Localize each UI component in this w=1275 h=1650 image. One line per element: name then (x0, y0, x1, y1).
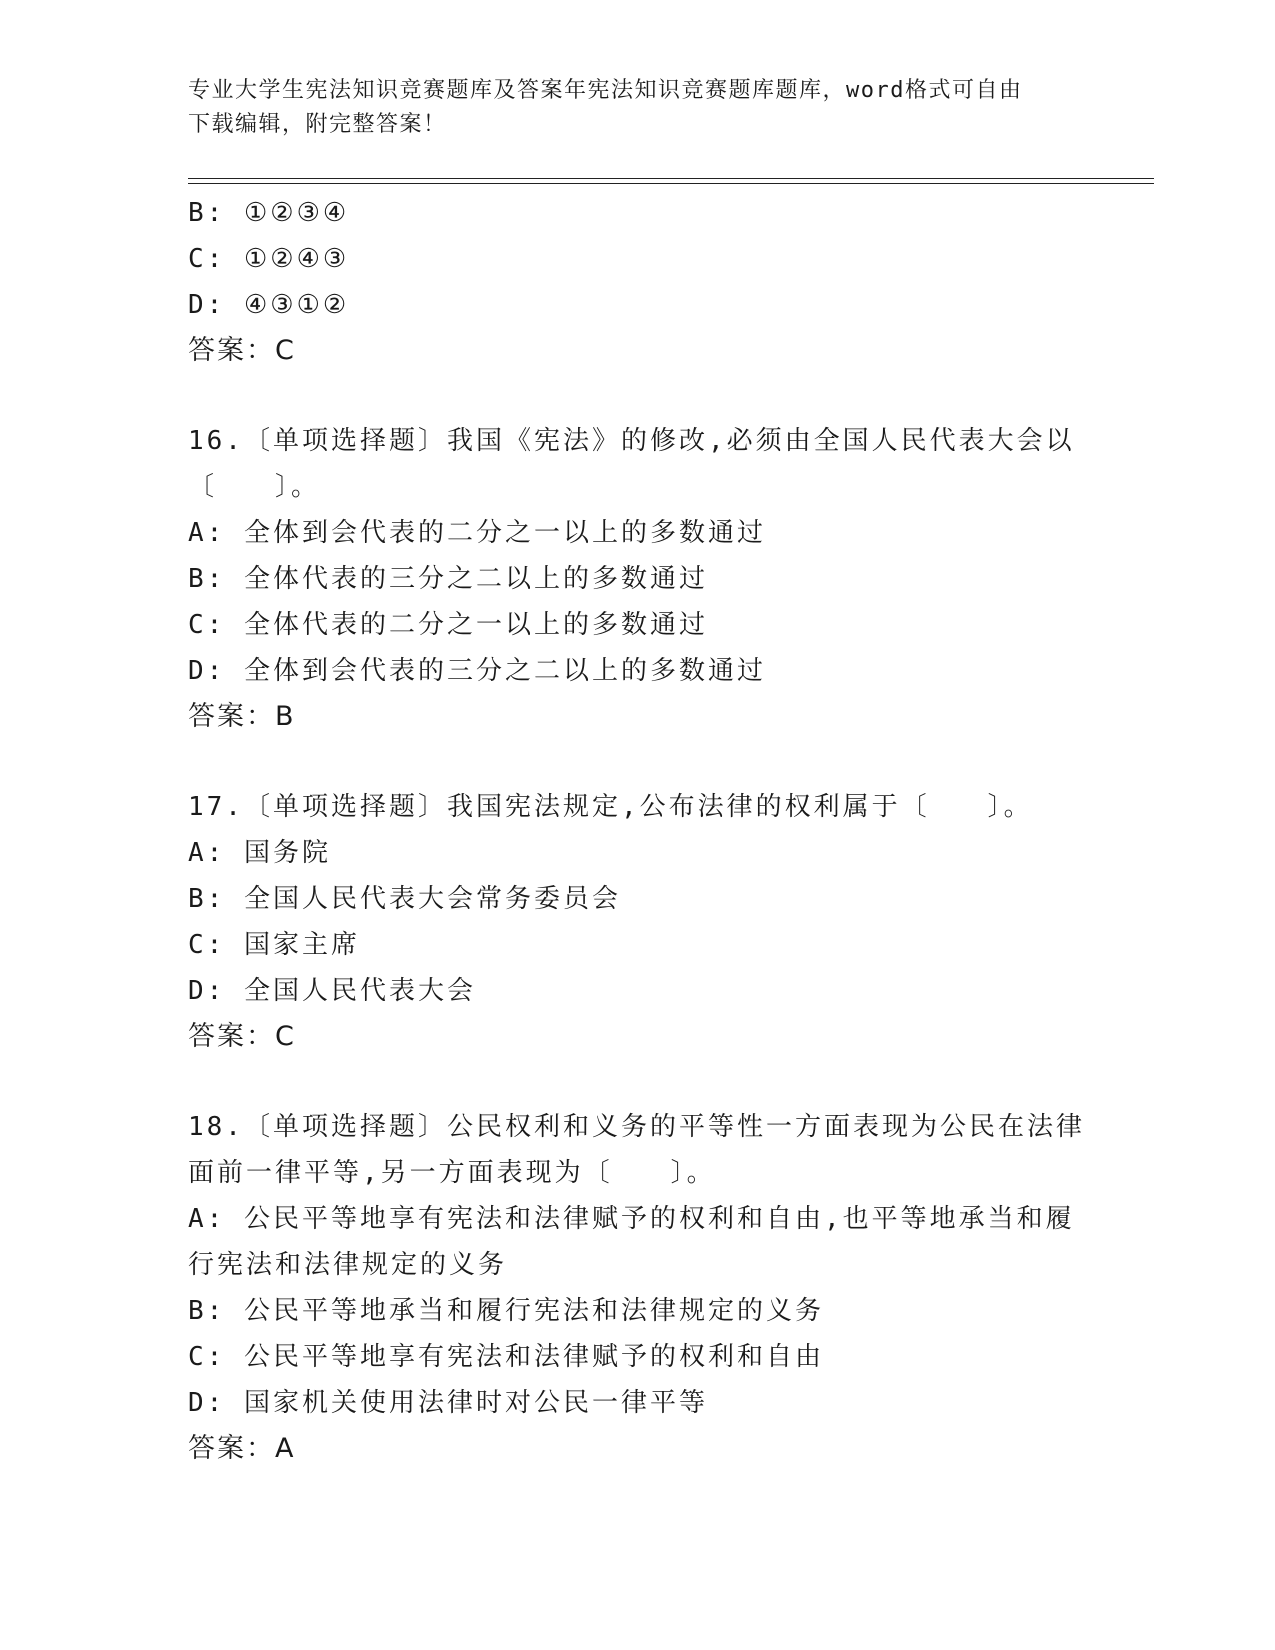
answer: 答案：C (188, 335, 296, 366)
answer: 答案：C (188, 1021, 296, 1052)
option-c: C: ①②④③ (188, 244, 350, 274)
option-c: C: 公民平等地享有宪法和法律赋予的权利和自由 (188, 1342, 824, 1372)
spacer (188, 374, 1088, 418)
option-b: B: ①②③④ (188, 198, 350, 228)
question-content (188, 190, 1088, 1472)
option-a: A: 国务院 (188, 838, 331, 868)
question-stem: 17.〔单项选择题〕我国宪法规定,公布法律的权利属于〔 〕。 (188, 792, 1033, 822)
question-18 (188, 1104, 1088, 1472)
spacer (188, 740, 1088, 784)
option-b: B: 公民平等地承当和履行宪法和法律规定的义务 (188, 1296, 824, 1326)
question-stem-cont: 〔 〕。 (188, 472, 321, 502)
option-d: D: 全国人民代表大会 (188, 976, 476, 1006)
document-header (188, 74, 1068, 142)
answer: 答案：B (188, 701, 296, 732)
option-d: D: ④③①② (188, 290, 350, 320)
header-rule-top (188, 178, 1154, 179)
option-d: D: 全体到会代表的三分之二以上的多数通过 (188, 656, 766, 686)
question-stem: 16.〔单项选择题〕我国《宪法》的修改,必须由全国人民代表大会以 (188, 426, 1075, 456)
option-c: C: 国家主席 (188, 930, 360, 960)
option-a: A: 全体到会代表的二分之一以上的多数通过 (188, 518, 766, 548)
option-b: B: 全国人民代表大会常务委员会 (188, 884, 621, 914)
header-line-1: 专业大学生宪法知识竞赛题库及答案年宪法知识竞赛题库题库，word格式可自由 (188, 78, 1023, 103)
option-a: A: 公民平等地享有宪法和法律赋予的权利和自由,也平等地承当和履 (188, 1204, 1075, 1234)
option-b: B: 全体代表的三分之二以上的多数通过 (188, 564, 708, 594)
question-stem-cont: 面前一律平等,另一方面表现为〔 〕。 (188, 1158, 716, 1188)
option-d: D: 国家机关使用法律时对公民一律平等 (188, 1388, 708, 1418)
option-c: C: 全体代表的二分之一以上的多数通过 (188, 610, 708, 640)
header-rule-bottom (188, 183, 1154, 184)
prev-question (188, 190, 1088, 374)
header-line-2: 下载编辑，附完整答案！ (188, 112, 447, 137)
spacer (188, 1060, 1088, 1104)
answer: 答案：A (188, 1433, 296, 1464)
question-17 (188, 784, 1088, 1060)
option-a-cont: 行宪法和法律规定的义务 (188, 1250, 508, 1280)
question-stem: 18.〔单项选择题〕公民权利和义务的平等性一方面表现为公民在法律 (188, 1112, 1085, 1142)
question-16 (188, 418, 1088, 740)
